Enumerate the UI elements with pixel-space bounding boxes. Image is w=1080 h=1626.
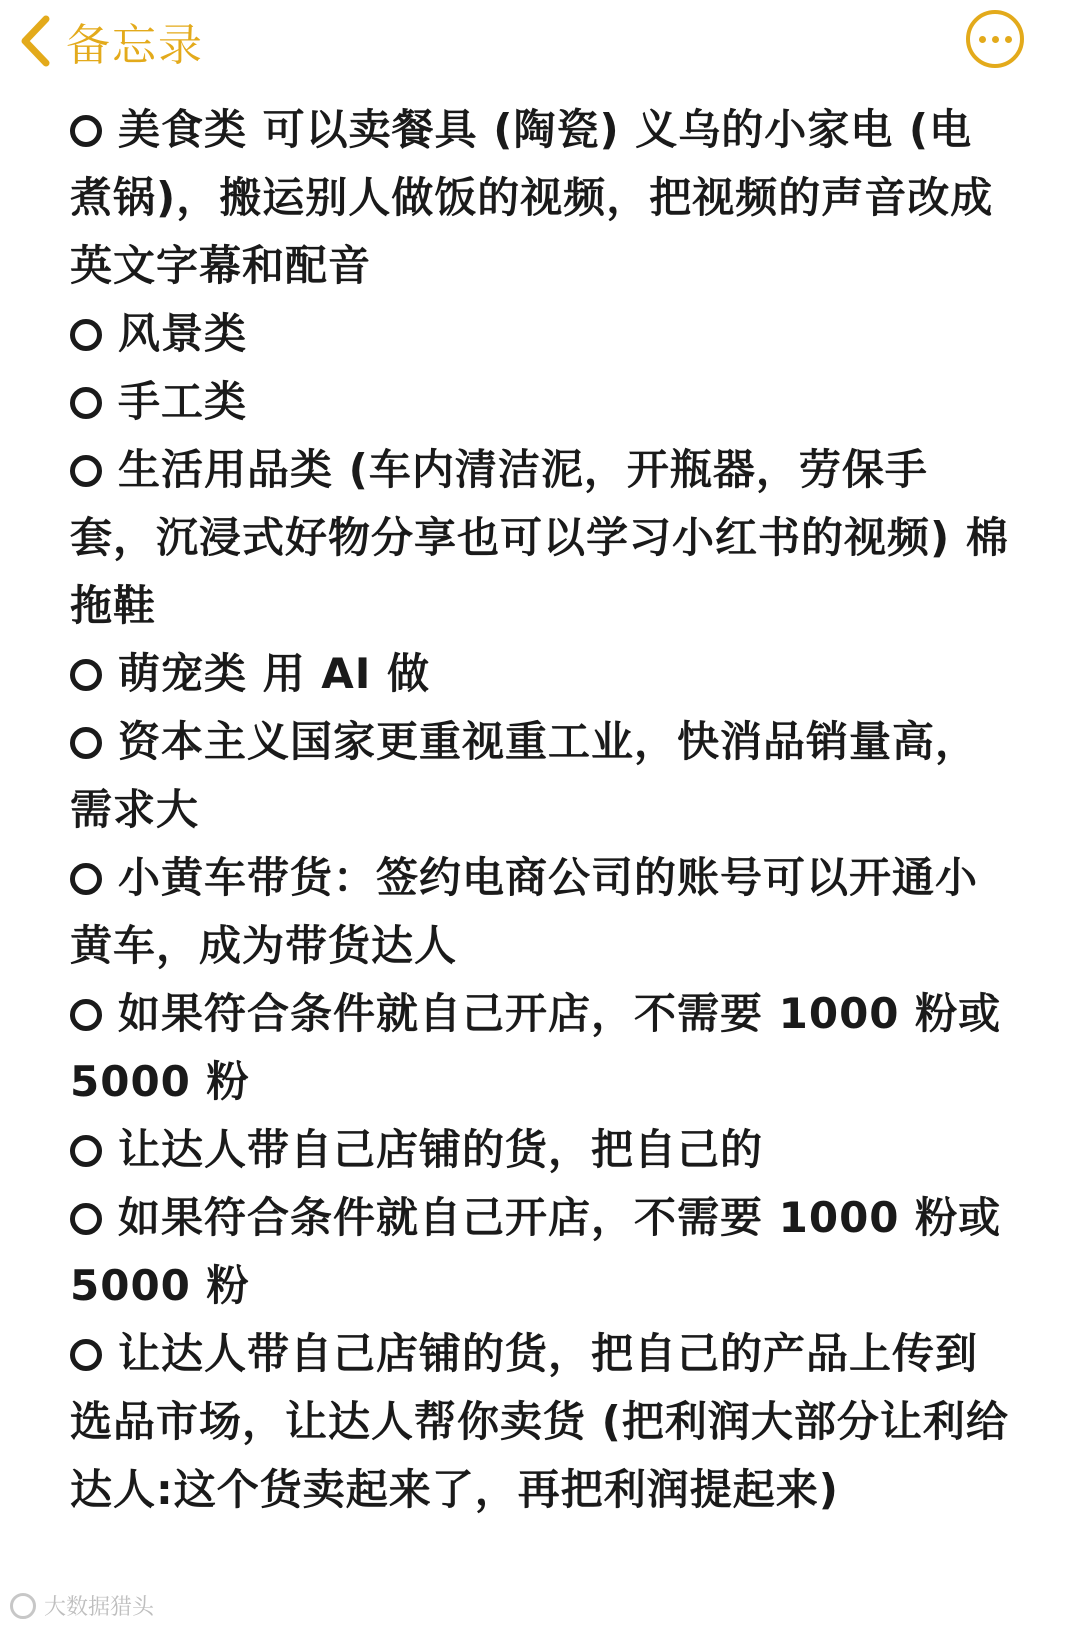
checkbox-circle-icon[interactable] xyxy=(70,659,102,691)
checklist-item xyxy=(70,96,1010,300)
checklist-item-text: 如果符合条件就自己开店，不需要 1000 粉或 5000 粉 xyxy=(70,1193,1002,1310)
checklist-item-text: 让达人带自己店铺的货，把自己的 xyxy=(118,1125,764,1174)
checkbox-circle-icon[interactable] xyxy=(70,1203,102,1235)
watermark-text: 大数据猎头 xyxy=(44,1595,155,1620)
checkbox-circle-icon[interactable] xyxy=(70,727,102,759)
note-body[interactable] xyxy=(70,96,1010,1524)
checkbox-circle-icon[interactable] xyxy=(70,1135,102,1167)
checklist-item xyxy=(70,368,1010,436)
more-dot xyxy=(992,36,999,43)
checklist-item-text: 让达人带自己店铺的货，把自己的产品上传到选品市场，让达人帮你卖货 (把利润大部分让利给达人:这个货卖起来了，再把利润提起来) xyxy=(70,1329,1009,1514)
watermark xyxy=(10,1590,154,1621)
checkbox-circle-icon[interactable] xyxy=(70,1339,102,1371)
checkbox-circle-icon[interactable] xyxy=(70,387,102,419)
checklist-item-text: 风景类 xyxy=(118,309,248,358)
checklist-item xyxy=(70,1184,1010,1320)
back-label: 备忘录 xyxy=(66,20,204,71)
more-horizontal-circle-icon xyxy=(979,36,986,43)
checklist-item-text: 萌宠类 用 AI 做 xyxy=(118,649,430,698)
checklist-item xyxy=(70,300,1010,368)
checklist-item-text: 资本主义国家更重视重工业，快消品销量高，需求大 xyxy=(70,717,979,834)
watermark-logo-icon xyxy=(10,1593,36,1619)
checklist-item xyxy=(70,844,1010,980)
checklist-item-text: 小黄车带货：签约电商公司的账号可以开通小黄车，成为带货达人 xyxy=(70,853,979,970)
checklist-item xyxy=(70,1320,1010,1524)
back-button[interactable] xyxy=(18,6,204,76)
chevron-left-icon xyxy=(18,14,52,68)
checklist-item xyxy=(70,1116,1010,1184)
checkbox-circle-icon[interactable] xyxy=(70,863,102,895)
checkbox-circle-icon[interactable] xyxy=(70,455,102,487)
checklist-item-text: 生活用品类 (车内清洁泥，开瓶器，劳保手套，沉浸式好物分享也可以学习小红书的视频) 棉拖鞋 xyxy=(70,445,1009,630)
checkbox-circle-icon[interactable] xyxy=(70,319,102,351)
more-options-button[interactable] xyxy=(966,10,1024,68)
checklist-item-text: 如果符合条件就自己开店，不需要 1000 粉或 5000 粉 xyxy=(70,989,1002,1106)
checkbox-circle-icon[interactable] xyxy=(70,999,102,1031)
checklist-item-text: 美食类 可以卖餐具 (陶瓷) 义乌的小家电 (电煮锅)，搬运别人做饭的视频，把视频的声音改成英文字幕和配音 xyxy=(70,105,994,290)
navigation-bar xyxy=(0,0,1080,84)
more-dot xyxy=(1005,36,1012,43)
checklist-item xyxy=(70,436,1010,640)
checklist-item xyxy=(70,640,1010,708)
checklist-item xyxy=(70,980,1010,1116)
checkbox-circle-icon[interactable] xyxy=(70,115,102,147)
checklist-item-text: 手工类 xyxy=(118,377,248,426)
checklist-item xyxy=(70,708,1010,844)
